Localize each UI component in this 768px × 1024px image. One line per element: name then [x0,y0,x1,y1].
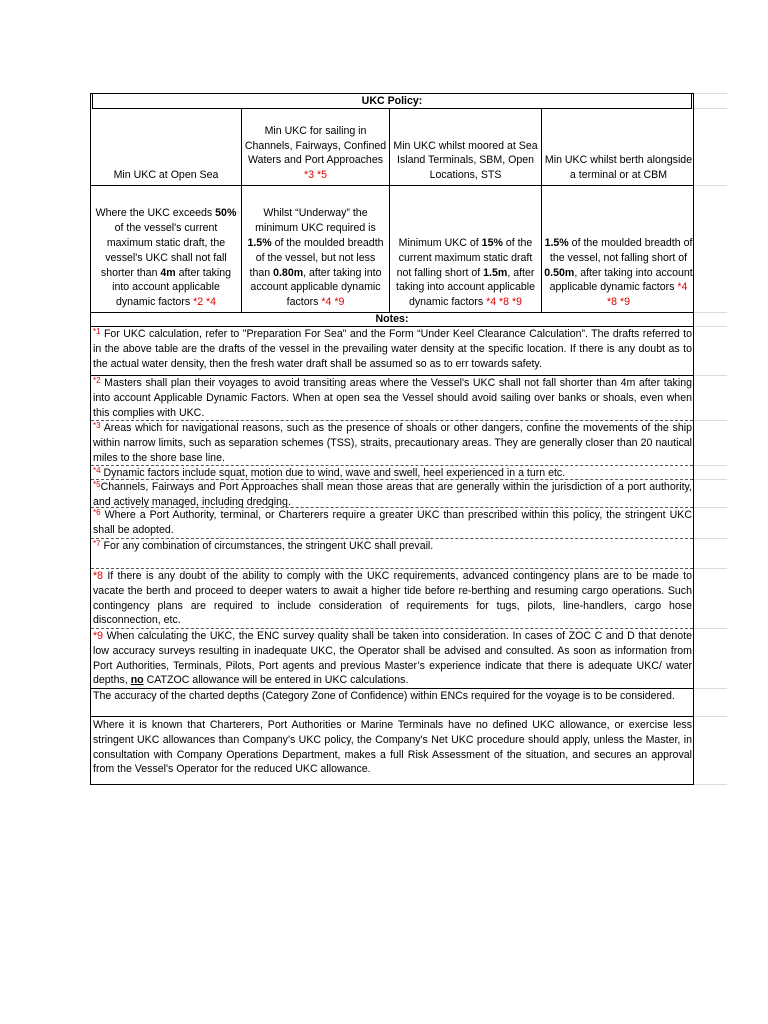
note-5: $^{*5}$Channels, Fairways and Port Approaches shall mean those areas that are generally within the jurisdiction of a port authority, and actively managed, including dredging. [93,480,692,508]
note-3: $^{*3}$ Areas which for navigational reasons, such as the presence of shoals or other dangers, confine the movements of the ship within narrow limits, such as separation schemes (TSS), straits, precautionary areas. They are generally closer than 20 nautical miles to the shore base line. [91,421,693,466]
ukc-policy-table [90,93,694,785]
cell-footnote-marks: *4 *8 *9 [607,281,688,309]
header-moored: Min UKC whilst moored at Sea Island Terminals, SBM, Open Locations, STS [390,109,542,185]
cell-footnote-marks: *4 *8 *9 [486,296,523,309]
header-row [91,109,693,186]
cell-open-sea: Where the UKC exceeds 50% of the vessel's current maximum static draft, the vessel's UKC shall not fall shorter than 4m after taking into account applicable dynamic factors *2 *4 [91,186,242,312]
note-net-ukc-procedure: Where it is known that Charterers, Port Authorities or Marine Terminals have no defined UKC allowance, or exercise less stringent UKC allowances than Company's UKC policy, the Company's Net UKC procedure should apply, unless the Master, in consultation with Company Operations Department, makes a full Risk Assessment of the situation, and secures an approval from the Vessel's Operator for the reduced UKC allowance. [93,719,692,776]
gridline [693,716,727,717]
gridline [693,628,727,629]
gridline [693,568,727,569]
cell-footnote-marks: *2 *4 [193,296,217,309]
header-berth-alongside: Min UKC whilst berth alongside a terminal or at CBM [544,154,693,182]
note-6: $^{*6}$ Where a Port Authority, terminal, or Charterers require a greater UKC than prescribed within this policy, the stringent UKC shall be adopted. [91,508,693,539]
gridline [693,93,727,94]
note-charted-depths: The accuracy of the charted depths (Category Zone of Confidence) within ENCs required for the voyage is to be considered. [91,689,693,717]
note-7: $^{*7}$ For any combination of circumstances, the stringent UKC shall prevail. [91,539,693,569]
gridline [693,784,727,785]
gridline [693,312,727,313]
gridline [693,688,727,689]
table-title: UKC Policy: [92,94,692,109]
values-row [91,186,693,313]
gridline [693,507,727,508]
gridline [693,185,727,186]
header-channels: Min UKC for sailing in Channels, Fairways, Confined Waters and Port Approaches *3 *5 [242,109,390,185]
gridline [693,420,727,421]
gridline [693,479,727,480]
gridline [693,326,727,327]
notes-heading: Notes: [91,313,693,327]
note-9: *9 When calculating the UKC, the ENC survey quality shall be taken into consideration. In cases of ZOC C and D that denote low accuracy surveys resulting in inadequate UKC, the Operator shall be advised and consulted. As soon as information from Port Authorities, Terminals, Pilots, Port agents and previous Master’s experience indicate that there is adequate UKC/ water depths, no CATZOC allowance will be entered in UKC calculations. [91,629,693,689]
gridline [693,375,727,376]
note-1: $^{*1}$ For UKC calculation, refer to "Preparation For Sea" and the Form “Under Keel Clearance Calculation”. The drafts referred to in the above table are the drafts of the vessel in the prevailing water density at the specific location. If there is any doubt as to the actual water density, then the fresh water draft shall be assumed so as to err towards safety. [91,327,693,376]
cell-footnote-marks: *4 *9 [321,296,345,309]
header-open-sea: Min UKC at Open Sea [91,109,242,185]
gridline [693,465,727,466]
note-8: *8 If there is any doubt of the ability to comply with the UKC requirements, advanced contingency plans are to be made to vacate the berth and proceed to deeper waters to await a higher tide before re-berthing and resuming cargo operations. Such contingency plans are required to include consideration of requirements for tugs, pilots, line-handlers, cargo hose disconnection, etc. [91,569,693,629]
note-2: $^{*2}$ Masters shall plan their voyages to avoid transiting areas where the Vessel's UKC shall not fall shorter than 4m after taking into account Applicable Dynamic Factors. When at open sea the Vessel should avoid sailing over banks or shoals, even when this complies with UKC. [91,376,693,421]
cell-berth-alongside: 1.5% of the moulded breadth of the vessel, not falling short of 0.50m, after taking into account applicable dynamic factors *4 *8 *9 [544,237,693,309]
note-4: $^{*4}$ Dynamic factors include squat, motion due to wind, wave and swell, heel experienced in a turn etc. [91,466,693,480]
cell-channels: Whilst “Underway” the minimum UKC required is 1.5% of the moulded breadth of the vessel, but not less than 0.80m, after taking into account applicable dynamic factors *4 *9 [242,186,390,312]
gridline [693,108,727,109]
header-footnote-marks: *3 *5 [304,169,327,182]
cell-moored: Minimum UKC of 15% of the current maximum static draft not falling short of 1.5m, after taking into account applicable dynamic factors *4 *8 *9 [390,186,542,312]
gridline [693,538,727,539]
